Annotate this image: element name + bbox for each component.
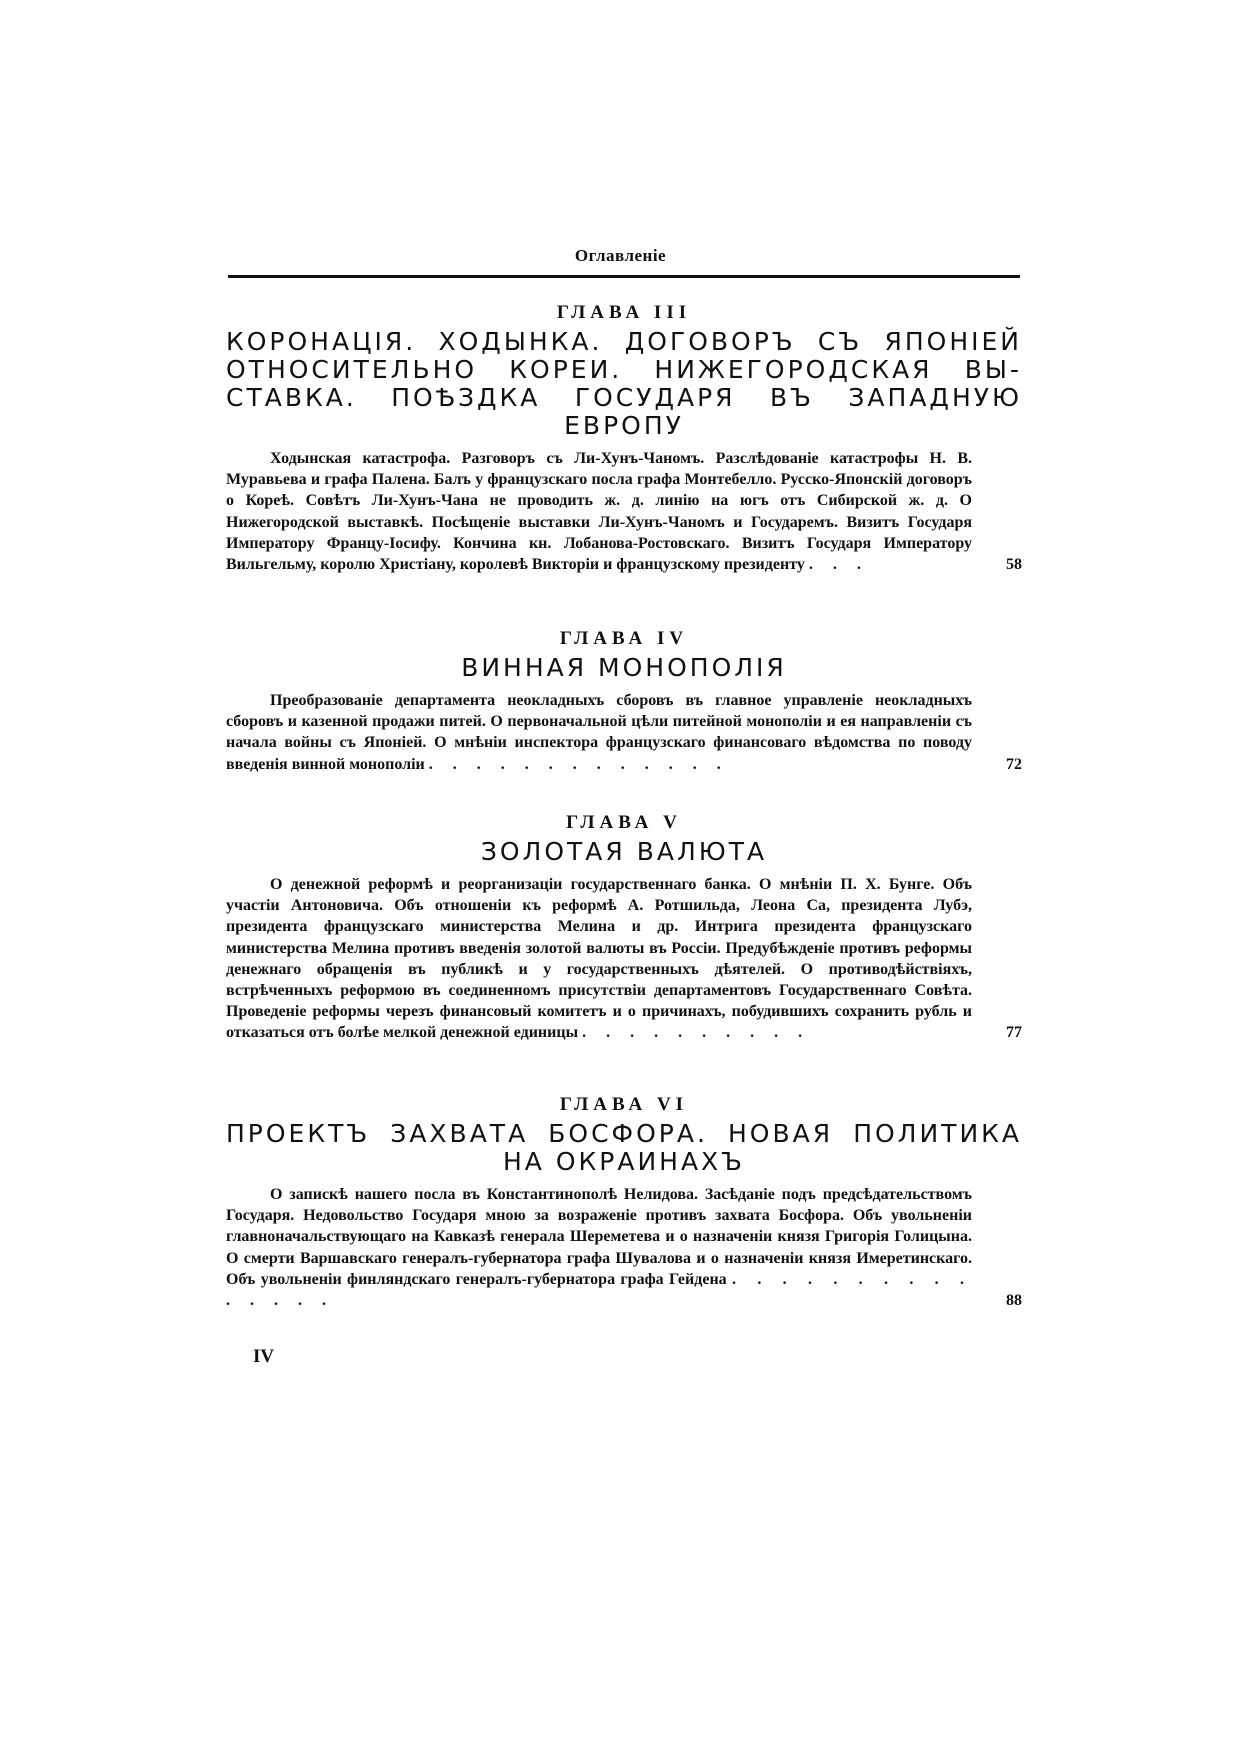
header-rule: [228, 275, 1020, 278]
chapter-title-line: ЗОЛОТАЯ ВАЛЮТА: [480, 837, 768, 866]
chapter-title-line: ЕВРОПУ: [564, 411, 684, 440]
chapter-title: [226, 654, 1022, 682]
chapter-title-line: ВИННАЯ МОНОПОЛІЯ: [461, 653, 787, 682]
chapter-summary: [226, 1184, 1022, 1311]
leader-dots: . . . . . . . . . . . . .: [428, 755, 729, 773]
summary-text: Преобразованіе департамента неокладныхъ сборовъ въ главное управленіе неокладныхъ сборовъ и казенной продажи питей. О первоначальной цѣли питейной монополіи и ея направленіи съ начала войны съ Японіей. О мнѣніи инспектора французскаго финансоваго вѣдомства по поводу введенія винной монополіи: [226, 692, 972, 773]
chapter-title: [226, 838, 1022, 866]
folio-page-number: IV: [253, 1346, 275, 1367]
chapter-5: [226, 812, 1022, 1044]
chapter-summary: [226, 874, 1022, 1044]
leader-dots: . . . . . . . . . .: [582, 1024, 811, 1042]
chapter-label: ГЛАВА IV: [559, 628, 689, 649]
chapter-6: [226, 1094, 1022, 1311]
summary-text: О запискѣ нашего посла въ Константинополѣ Нелидова. Засѣданіе подъ предсѣдательствомъ Государя. Недовольство Государя мною за возраженіе противъ захвата Босфора. Объ увольненіи главноначальствующаго на Кавказѣ генерала Шереметева и о назначеніи князя Григорія Голицына. О смерти Варшавскаго генералъ-губернатора графа Шувалова и о назначеніи князя Имеретинскаго. Объ увольненіи финляндскаго генералъ-губернатора графа Гейдена: [226, 1186, 972, 1288]
chapter-title-line: СТАВКА. ПОѢЗДКА ГОСУДАРЯ ВЪ ЗАПАДНУЮ: [226, 383, 1022, 412]
chapter-label: ГЛАВА V: [566, 812, 682, 833]
chapter-title-line: КОРОНАЦІЯ. ХОДЫНКА. ДОГОВОРЪ СЪ ЯПОНІЕЙ: [226, 327, 1022, 356]
page-number-link[interactable]: 58: [1006, 556, 1022, 574]
leader-dots: . . .: [808, 556, 869, 574]
chapter-title-line: ОТНОСИТЕЛЬНО КОРЕИ. НИЖЕГОРОДСКАЯ ВЫ-: [226, 355, 1022, 384]
chapter-summary: [226, 448, 1022, 575]
page-number-link[interactable]: 88: [1006, 1292, 1022, 1310]
leader-dots: . . . . . . . . . . . . . . .: [226, 1270, 973, 1310]
chapter-4: [226, 628, 1022, 775]
page-number-link[interactable]: 77: [1006, 1024, 1022, 1042]
chapter-title: [226, 328, 1022, 440]
chapter-title: [226, 1120, 1022, 1176]
chapter-title-line: ПРОЕКТЪ ЗАХВАТА БОСФОРА. НОВАЯ ПОЛИТИКА: [226, 1119, 1022, 1148]
chapter-3: [226, 302, 1022, 575]
chapter-summary: [226, 690, 1022, 775]
page-number-link[interactable]: 72: [1006, 755, 1022, 773]
chapter-label: ГЛАВА VI: [559, 1094, 689, 1115]
summary-text: О денежной реформѣ и реорганизаціи государственнаго банка. О мнѣніи П. Х. Бунге. Объ участіи Антоновича. Объ отношеніи къ реформѣ А. Ротшильда, Леона Са, президента Лубэ, президента французскаго министерства Мелина и др. Интрига президента французскаго министерства Мелина противъ введенія золотой валюты въ Россіи. Предубѣжденіе противъ реформы денежнаго обращенія въ публикѣ и у государственныхъ дѣятелей. О противодѣйствіяхъ, встрѣченныхъ реформою въ соединенномъ присутствіи департаментовъ Государственнаго Совѣта. Проведеніе реформы черезъ финансовый комитетъ и о причинахъ, побудившихъ сохранить рубль и отказаться отъ болѣе мелкой денежной единицы: [226, 876, 972, 1042]
chapter-label: ГЛАВА III: [556, 302, 692, 323]
chapter-title-line: НА ОКРАИНАХЪ: [503, 1147, 745, 1176]
running-head: Оглавленіе: [574, 246, 667, 265]
summary-text: Ходынская катастрофа. Разговоръ съ Ли-Хунъ-Чаномъ. Разслѣдованіе катастрофы Н. В. Муравьева и графа Палена. Балъ у французскаго посла графа Монтебелло. Русско-Японскій договоръ о Кореѣ. Совѣтъ Ли-Хунъ-Чана не проводить ж. д. линію на югъ отъ Сибирской ж. д. О Нижегородской выставкѣ. Посѣщеніе выставки Ли-Хунъ-Чаномъ и Государемъ. Визитъ Государя Императору Францу-Іосифу. Кончина кн. Лобанова-Ростовскаго. Визитъ Государя Императору Вильгельму, королю Христіану, королевѣ Викторіи и французскому президенту: [226, 450, 972, 574]
